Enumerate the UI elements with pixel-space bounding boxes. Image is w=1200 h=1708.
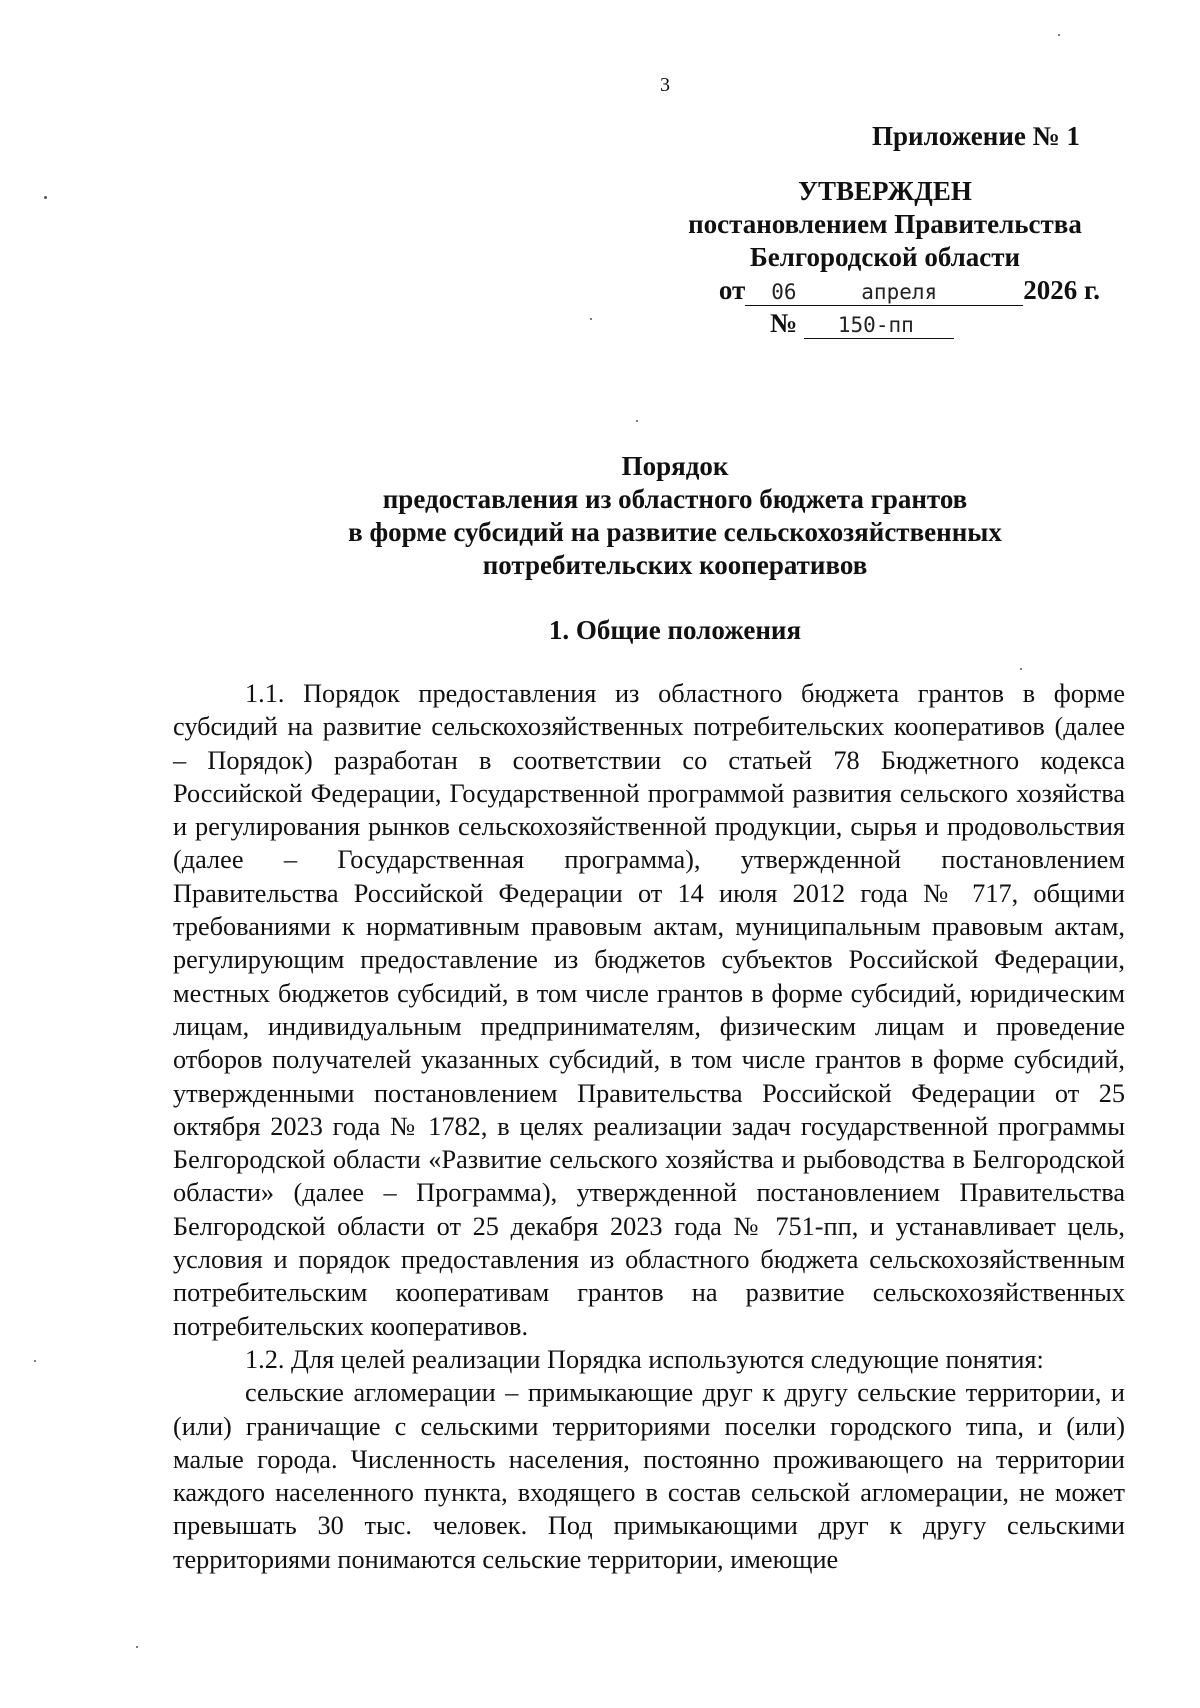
number-field: 150-пп	[804, 312, 954, 339]
paragraph-1-2: 1.2. Для целей реализации Порядка используются следующие понятия:	[245, 1344, 1044, 1374]
page-number: 3	[660, 74, 670, 96]
approval-block	[670, 120, 1100, 340]
approval-number-line	[670, 307, 1100, 340]
number-prefix: №	[770, 308, 798, 338]
paragraph-1-1: 1.1. Порядок предоставления из областного бюджета грантов в форме субсидий на развитие сельскохозяйственных потребительских кооперативов (далее – Порядок) разработан в соответствии со статьей 78 Бюджетного кодекса Российской Федерации, Государственной программой развития сельского хозяйства и регулирования рынков сельскохозяйственной продукции, сырья и продовольствия (далее – Государственная программа), утвержденной постановлением Правительства Российской Федерации от 14 июля 2012 года № 717, общими требованиями к нормативным правовым актам, муниципальным правовым актам, регулирующим предоставление из бюджетов субъектов Российской Федерации, местных бюджетов субсидий, в том числе грантов в форме субсидий, юридическим лицам, индивидуальным предпринимателям, физическим лицам и проведение отборов получателей указанных субсидий, в том числе грантов в форме субсидий, утвержденными постановлением Правительства Российской Федерации от 25 октября 2023 года № 1782, в целях реализации задач государственной программы Белгородской области «Развитие сельского хозяйства и рыбоводства в Белгородской области» (далее – Программа), утвержденной постановлением Правительства Белгородской области от 25 декабря 2023 года № 751-пп, и устанавливает цель, условия и порядок предоставления из областного бюджета сельскохозяйственным потребительским кооперативам грантов на развитие сельскохозяйственных потребительских кооперативов.	[173, 679, 1125, 1341]
scan-speck	[1020, 668, 1022, 670]
approved-stamp-text: УТВЕРЖДЕН	[798, 176, 972, 206]
scan-speck	[1058, 34, 1060, 36]
date-day-field: 06	[745, 279, 833, 306]
attachment-label: Приложение № 1	[872, 121, 1080, 151]
date-year: 2026 г.	[1023, 275, 1100, 305]
paragraph-definition: сельские агломерации – примыкающие друг к другу сельские территории, и (или) граничащие с сельскими территориями поселки городского типа, и (или) малые города. Численность населения, постоянно проживающего на территории каждого населенного пункта, входящего в состав сельской агломерации, не может превышать 30 тыс. человек. Под примыкающими друг к другу сельскими территориями понимаются сельские территории, имеющие	[173, 1378, 1125, 1574]
scan-speck	[136, 1646, 138, 1648]
scan-speck	[636, 420, 638, 422]
title-line-4: потребительских кооперативов	[482, 550, 868, 580]
scan-speck	[34, 1360, 36, 1362]
date-prefix: от	[718, 275, 746, 305]
scan-speck	[44, 196, 47, 199]
section-heading: 1. Общие положения	[548, 615, 802, 645]
approved-by-line-2: Белгородской области	[749, 242, 1021, 272]
title-line-3: в форме субсидий на развитие сельскохозяйственных	[348, 517, 1002, 547]
title-line-2: предоставления из областного бюджета грантов	[382, 484, 968, 514]
date-month-field: апреля	[833, 279, 1023, 306]
document-title	[200, 450, 1150, 582]
title-line-1: Порядок	[621, 451, 729, 481]
section-body	[173, 677, 1125, 1576]
scan-speck	[590, 318, 592, 320]
approved-by-line-1: постановлением Правительства	[688, 209, 1082, 239]
approval-date-line	[670, 274, 1100, 307]
